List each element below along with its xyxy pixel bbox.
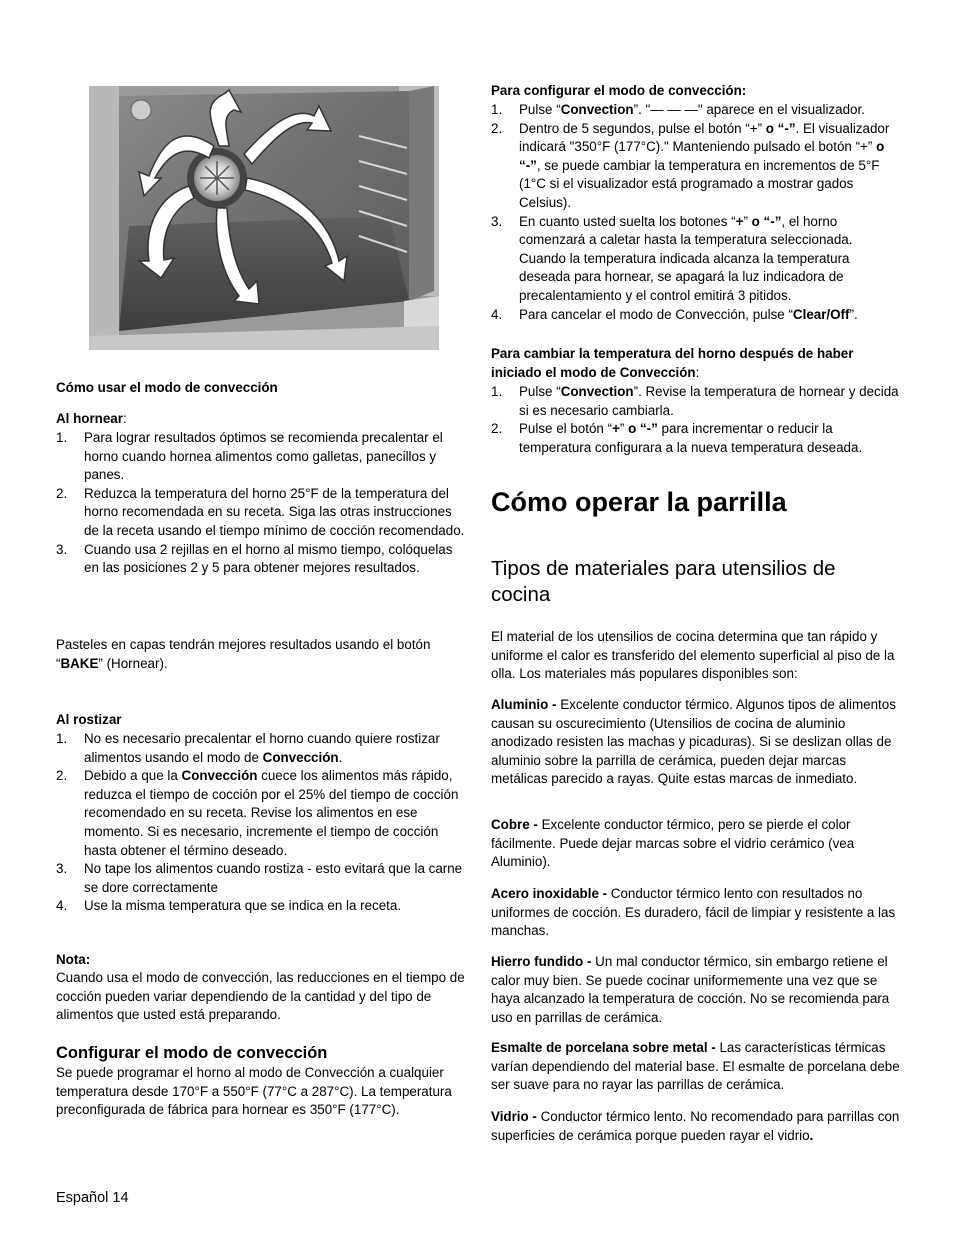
convection-oven-illustration [89, 86, 439, 350]
list-item: 2. Dentro de 5 segundos, pulse el botón “+” o “-”. El visualizador indicará "350°F (177°C)." Manteniendo pulsado el botón “+” o “-”, se puede cambiar la temperatura en incrementos de 5°F (1°C si el visualizador está programado a mostrar gados Celsius). [491, 120, 890, 210]
set-mode-list [491, 101, 901, 324]
change-temp-list [491, 383, 901, 457]
list-item: 2. Reduzca la temperatura del horno 25°F de la temperatura del horno recomendada en su receta. Siga las otras instrucciones de la receta usando el tiempo mínimo de cocción recomendado. [56, 485, 465, 538]
heading-use-convection: Cómo usar el modo de convección [56, 380, 278, 395]
cakes-note: Pasteles en capas tendrán mejores resultados usando el botón “BAKE” (Hornear). [56, 637, 431, 671]
list-item: 3. No tape los alimentos cuando rostiza - esto evitará que la carne se dore correctamente [56, 861, 463, 895]
roasting-label: Al rostizar [56, 712, 122, 727]
list-item: 2. Debido a que la Convección cuece los alimentos más rápido, reduzca el tiempo de cocción por el 25% del tiempo de cocción recomendado en su receta. Revise los alimentos en ese momento. Si es necesario, incremente el tiempo de cocción hasta obtener el término deseado. [56, 768, 459, 858]
material-glass: Vidrio - Conductor térmico lento. No recomendado para parrillas con superficies de cerámica porque pueden rayar el vidrio. [491, 1109, 900, 1143]
list-item: 3. Cuando usa 2 rejillas en el horno al mismo tiempo, colóquelas en las posiciones 2 y 5 para obtener mejores resultados. [56, 541, 453, 576]
material-aluminum: Aluminio - Excelente conductor térmico. Algunos tipos de alimentos causan su oscurecimiento (Utensilios de cocina de aluminio anodizado resisten las machas y picaduras). Si se deslizan ollas de aluminio sobre la parrilla de cerámica, pueden dejar marcas metálicas parecido a rayas. Quite estas marcas de inmediato. [491, 697, 896, 787]
material-cast-iron: Hierro fundido - Un mal conductor térmico, sin embargo retiene el calor muy bien. Se puede cocinar uniformemente una vez que se haya alcanzado la temperatura de cocción. No se recomienda para uso en parrillas de cerámica. [491, 954, 890, 1025]
list-item: 1. Pulse “Convection”. "— — —" aparece en el visualizador. [491, 102, 865, 117]
configure-text: Se puede programar el horno al modo de Convección a cualquier temperatura desde 170°F a 550°F (77°C a 287°C). La temperatura preconfigurada de fábrica para hornear es 350°F (177°C). [56, 1065, 452, 1118]
note-label: Nota: [56, 952, 91, 967]
material-copper: Cobre - Excelente conductor térmico, pero se pierde el color fácilmente. Puede dejar marcas sobre el vidrio cerámico (vea Aluminio). [491, 817, 855, 870]
list-item: 3. En cuanto usted suelta los botones “+” o “-”, el horno comenzará a caletar hasta la temperatura seleccionada. Cuando la temperatura indicada alcanza la temperatura deseada para hornear, se apagará la luz indicadora de precalentamiento y el control emitirá 3 pitidos. [491, 213, 853, 303]
note-text: Cuando usa el modo de convección, las reducciones en el tiempo de cocción pueden variar dependiendo de la cantidad y del tipo de alimentos que usted está preparando. [56, 970, 465, 1023]
list-item: 4. Para cancelar el modo de Convección, pulse “Clear/Off”. [491, 306, 858, 322]
list-item: 2. Pulse el botón “+” o “-” para incrementar o reducir la temperatura configurara a la nueva temperatura deseada. [491, 421, 863, 455]
list-item: 1. No es necesario precalentar el horno cuando quiere rostizar alimentos usando el modo de Convección. [56, 731, 440, 765]
materials-title: Tipos de materiales para utensilios de cocina [491, 557, 836, 606]
material-porcelain: Esmalte de porcelana sobre metal - Las características térmicas varían dependiendo del material base. El esmalte de porcelana debe ser suave para no rayar las parrillas de cerámica. [491, 1040, 900, 1093]
change-temp-heading: Para cambiar la temperatura del horno después de haber iniciado el modo de Convección: [491, 346, 854, 380]
roasting-list [56, 730, 466, 916]
baking-label: Al hornear: [56, 411, 127, 426]
baking-list [56, 429, 466, 578]
list-item: 4. Use la misma temperatura que se indica en la receta. [56, 898, 402, 914]
list-item: 1. Pulse “Convection”. Revise la temperatura de hornear y decida si es necesario cambiarla. [491, 384, 899, 418]
set-mode-heading: Para configurar el modo de convección: [491, 83, 747, 98]
list-item: 1. Para lograr resultados óptimos se recomienda precalentar el horno cuando hornea alimentos como galletas, panecillos y panes. [56, 430, 443, 483]
material-stainless: Acero inoxidable - Conductor térmico lento con resultados no uniformes de cocción. Es duradero, fácil de limpiar y resistente a las manchas. [491, 886, 896, 939]
grill-title: Cómo operar la parrilla [491, 487, 787, 517]
configure-heading: Configurar el modo de convección [56, 1044, 328, 1062]
materials-intro: El material de los utensilios de cocina determina que tan rápido y uniforme el calor es transferido del elemento superficial al piso de la olla. Los materiales más populares disponibles son: [491, 629, 895, 682]
page-footer: Español 14 [56, 1190, 129, 1206]
